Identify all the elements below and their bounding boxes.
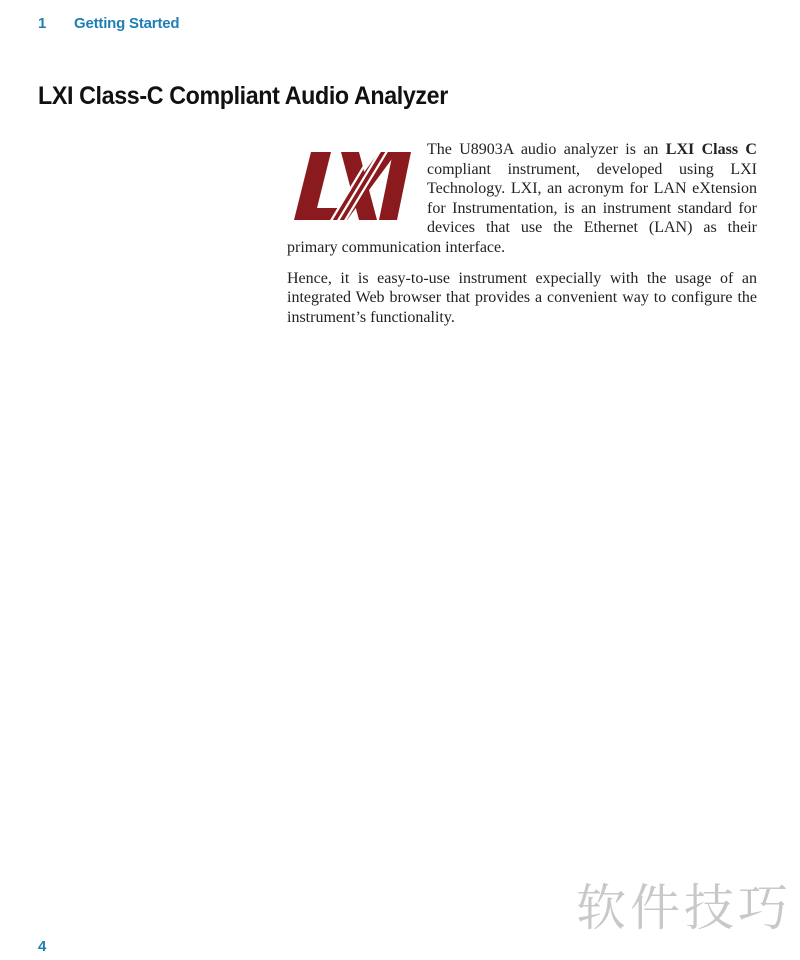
- lxi-logo-graphic: [289, 146, 415, 226]
- paragraph-lxi-intro-rest: compliant instrument, developed using LXI Technology. LXI, an acronym for LAN eXtension for Instrumentation, is an instrument standard for devices that use the Ethernet (LAN) as their primary communication interface.: [287, 160, 757, 256]
- lxi-class-c-emphasis: LXI Class C: [665, 141, 757, 158]
- section-title: LXI Class-C Compliant Audio Analyzer: [38, 82, 448, 110]
- page-number: 4: [38, 938, 47, 955]
- body-text: [287, 140, 757, 338]
- paragraph-lxi-intro-start: The U8903A audio analyzer is an: [427, 141, 666, 158]
- watermark: 软件技巧: [576, 879, 792, 937]
- chapter-title: Getting Started: [74, 14, 180, 32]
- lxi-logo: [289, 146, 415, 226]
- chapter-number: 1: [38, 14, 47, 32]
- running-header: [38, 13, 179, 33]
- paragraph-web-browser: Hence, it is easy-to-use instrument expecially with the usage of an integrated Web browser that provides a convenient way to configure the instrument’s functionality.: [287, 269, 757, 326]
